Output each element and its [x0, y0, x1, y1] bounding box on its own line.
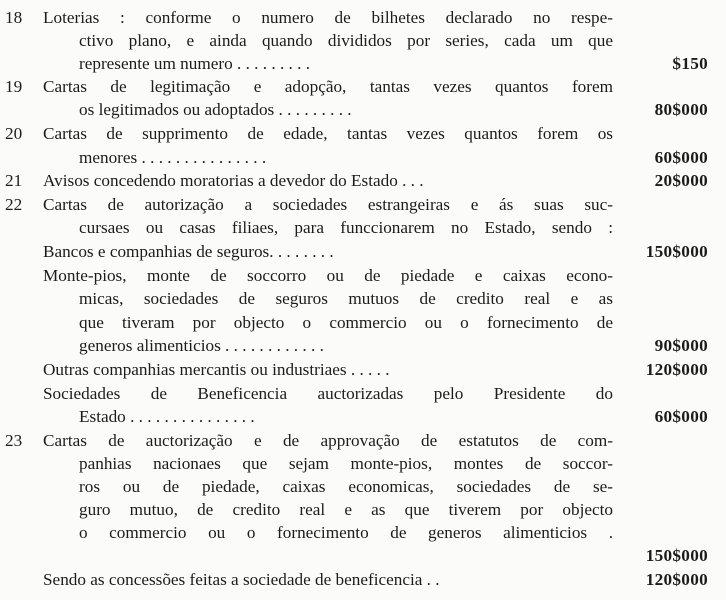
item-text: Cartas de legitimação e adopção, tantas vezes quantos forem: [43, 77, 613, 96]
subitem-text: que tiveram por objecto o commercio ou o fornecimento de: [79, 313, 613, 332]
subitem-text: Outras companhias mercantis ou industriaes . . . . .: [43, 360, 390, 379]
item-text: Loterias : conforme o numero de bilhetes declarado no respe-: [43, 8, 613, 27]
item-text: Avisos concedendo moratorias a devedor do Estado . . .: [43, 171, 424, 190]
item-text: cursaes ou casas filiaes, para funccionarem no Estado, sendo :: [79, 218, 613, 237]
item-number: 21: [5, 171, 23, 190]
subitem-text: micas, sociedades de seguros mutuos de credito real e as: [79, 289, 613, 308]
item-amount: 80$000: [654, 100, 708, 119]
item-number: 22: [5, 195, 23, 214]
item-number: 18: [5, 8, 23, 27]
subitem-text: Sendo as concessões feitas a sociedade de beneficencia . .: [43, 570, 440, 589]
item-text: guro mutuo, de credito real e as que tiverem por objecto: [79, 500, 613, 519]
subitem-text: Sociedades de Beneficencia auctorizadas pelo Presidente do: [43, 384, 613, 403]
item-amount: $150: [672, 54, 708, 73]
subitem-amount: 120$000: [645, 570, 708, 589]
item-text: os legitimados ou adoptados . . . . . . . . .: [79, 100, 352, 119]
item-text: Cartas de auctorização e de approvação de estatutos de com-: [43, 431, 613, 450]
subitem-amount: 120$000: [645, 360, 708, 379]
subitem-amount: 60$000: [654, 407, 708, 426]
subitem-text: Monte-pios, monte de soccorro ou de piedade e caixas econo-: [43, 266, 613, 285]
item-amount: 20$000: [654, 171, 708, 190]
item-text: menores . . . . . . . . . . . . . . .: [79, 148, 267, 167]
item-amount: 150$000: [645, 546, 708, 565]
item-number: 23: [5, 431, 23, 450]
subitem-text: generos alimenticios . . . . . . . . . . . .: [79, 336, 324, 355]
item-amount: 60$000: [654, 148, 708, 167]
item-text: ros ou de piedade, caixas economicas, sociedades de se-: [79, 477, 613, 496]
item-text: represente um numero . . . . . . . . .: [79, 54, 311, 73]
subitem-amount: 150$000: [645, 242, 708, 261]
subitem-text: Bancos e companhias de seguros. . . . . . . .: [43, 242, 334, 261]
item-text: Cartas de autorização a sociedades estrangeiras e ás suas suc-: [43, 195, 613, 214]
item-text: o commercio ou o fornecimento de generos alimenticios .: [79, 523, 613, 542]
item-number: 19: [5, 77, 23, 96]
item-text: ctivo plano, e ainda quando divididos por series, cada um que: [79, 31, 613, 50]
item-text: Cartas de supprimento de edade, tantas vezes quantos forem os: [43, 124, 613, 143]
subitem-amount: 90$000: [654, 336, 708, 355]
item-number: 20: [5, 124, 23, 143]
subitem-text: Estado . . . . . . . . . . . . . . .: [79, 407, 255, 426]
item-text: panhias nacionaes que sejam monte-pios, montes de soccor-: [79, 454, 613, 473]
